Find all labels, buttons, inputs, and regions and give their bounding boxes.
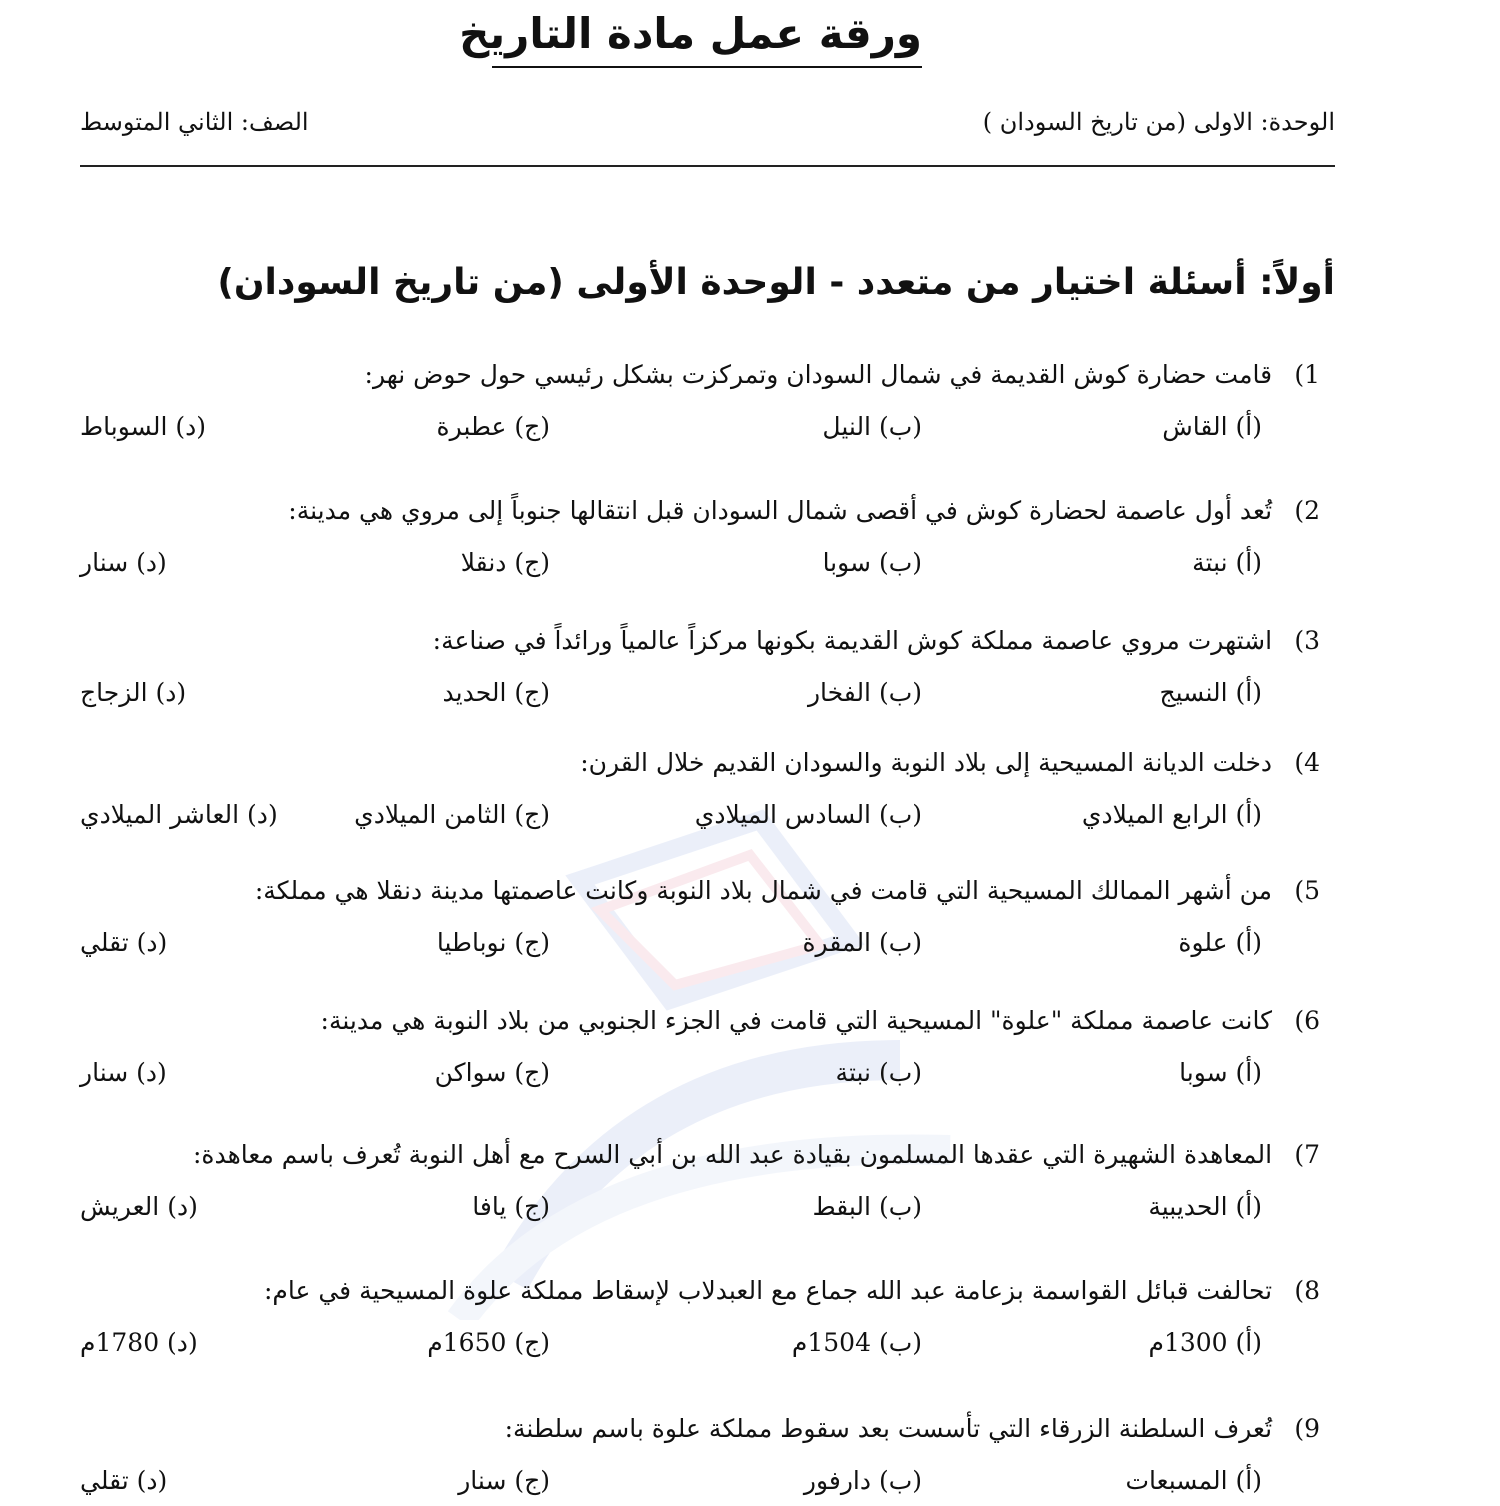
option-b[interactable]: (ب) السادس الميلادي [694,800,922,829]
option-c[interactable]: (ج) الثامن الميلادي [354,800,550,829]
question-text: قامت حضارة كوش القديمة في شمال السودان وتمركزت بشكل رئيسي حول حوض نهر: [364,360,1273,389]
question-number: 8) [1294,1276,1320,1305]
answer-options [80,678,1262,718]
question-number: 2) [1294,496,1320,525]
answer-options [80,412,1262,452]
option-a[interactable]: (أ) سوبا [1179,1058,1262,1087]
section-heading: أولاً: أسئلة اختيار من متعدد - الوحدة الأولى (من تاريخ السودان) [217,262,1335,303]
option-a[interactable]: (أ) القاش [1162,412,1262,441]
answer-options [80,1192,1262,1232]
question-text: المعاهدة الشهيرة التي عقدها المسلمون بقيادة عبد الله بن أبي السرح مع أهل النوبة تُعرف باسم معاهدة: [192,1140,1273,1169]
question-number: 1) [1294,360,1320,389]
option-d[interactable]: (د) سنار [80,548,167,577]
question-text: كانت عاصمة مملكة "علوة" المسيحية التي قامت في الجزء الجنوبي من بلاد النوبة هي مدينة: [320,1006,1273,1035]
answer-options [80,1466,1262,1506]
answer-options [80,1328,1262,1368]
answer-options [80,548,1262,588]
question-stem [255,876,1320,905]
option-d[interactable]: (د) تقلي [80,1466,168,1495]
option-a[interactable]: (أ) علوة [1178,928,1262,957]
option-d[interactable]: (د) العاشر الميلادي [80,800,278,829]
worksheet-title: ورقة عمل مادة التاريخ [459,9,922,58]
option-d[interactable]: (د) الزجاج [80,678,187,707]
question-number: 3) [1294,626,1320,655]
answer-options [80,1058,1262,1098]
question-number: 6) [1294,1006,1320,1035]
option-d[interactable]: (د) السوباط [80,412,207,441]
header-divider [80,165,1335,167]
option-c[interactable]: (ج) يافا [472,1192,550,1221]
option-a[interactable]: (أ) الرابع الميلادي [1081,800,1262,829]
option-a[interactable]: (أ) 1300م [1148,1328,1262,1357]
option-b[interactable]: (ب) نبتة [835,1058,922,1087]
option-b[interactable]: (ب) البقط [812,1192,922,1221]
option-a[interactable]: (أ) النسيج [1159,678,1262,707]
option-c[interactable]: (ج) الحديد [442,678,550,707]
answer-options [80,928,1262,968]
option-a[interactable]: (أ) المسبعات [1125,1466,1262,1495]
question-text: تُعد أول عاصمة لحضارة كوش في أقصى شمال السودان قبل انتقالها جنوباً إلى مروي هي مدينة: [288,496,1273,525]
option-b[interactable]: (ب) المقرة [802,928,922,957]
option-c[interactable]: (ج) دنقلا [460,548,550,577]
watermark-logo [430,760,990,1320]
question-stem [365,360,1320,389]
option-c[interactable]: (ج) سنار [458,1466,550,1495]
question-stem [288,496,1320,525]
option-b[interactable]: (ب) دارفور [803,1466,922,1495]
question-stem [505,1414,1320,1443]
watermark-book-shape [580,820,850,1000]
question-stem [580,748,1320,777]
option-b[interactable]: (ب) 1504م [791,1328,922,1357]
option-d[interactable]: (د) العريش [80,1192,198,1221]
title-underline [492,66,922,68]
option-b[interactable]: (ب) الفخار [807,678,922,707]
question-text: اشتهرت مروي عاصمة مملكة كوش القديمة بكونها مركزاً عالمياً ورائداً في صناعة: [432,626,1273,655]
option-c[interactable]: (ج) نوباطيا [436,928,550,957]
option-d[interactable]: (د) 1780م [80,1328,198,1357]
option-a[interactable]: (أ) الحديبية [1148,1192,1262,1221]
grade-label: الصف: الثاني المتوسط [80,108,309,136]
question-text: تُعرف السلطنة الزرقاء التي تأسست بعد سقوط مملكة علوة باسم سلطنة: [504,1414,1273,1443]
question-text: من أشهر الممالك المسيحية التي قامت في شمال بلاد النوبة وكانت عاصمتها مدينة دنقلا هي مملكة: [254,876,1273,905]
worksheet-title-box [459,6,922,70]
worksheet-header [80,104,1335,148]
question-number: 4) [1294,748,1320,777]
option-d[interactable]: (د) تقلي [80,928,168,957]
option-c[interactable]: (ج) 1650م [427,1328,550,1357]
answer-options [80,800,1262,840]
question-stem [193,1140,1320,1169]
option-b[interactable]: (ب) النيل [822,412,922,441]
question-text: دخلت الديانة المسيحية إلى بلاد النوبة والسودان القديم خلال القرن: [580,748,1273,777]
question-number: 7) [1294,1140,1320,1169]
question-stem [264,1276,1320,1305]
question-stem [433,626,1320,655]
question-number: 5) [1294,876,1320,905]
option-d[interactable]: (د) سنار [80,1058,167,1087]
option-a[interactable]: (أ) نبتة [1192,548,1262,577]
question-text: تحالفت قبائل القواسمة بزعامة عبد الله جماع مع العبدلاب لإسقاط مملكة علوة المسيحية في عام: [263,1276,1273,1305]
unit-label: الوحدة: الاولى (من تاريخ السودان ) [982,108,1335,136]
option-b[interactable]: (ب) سوبا [822,548,922,577]
question-stem [321,1006,1320,1035]
question-number: 9) [1294,1414,1320,1443]
option-c[interactable]: (ج) عطبرة [436,412,550,441]
option-c[interactable]: (ج) سواكن [434,1058,550,1087]
